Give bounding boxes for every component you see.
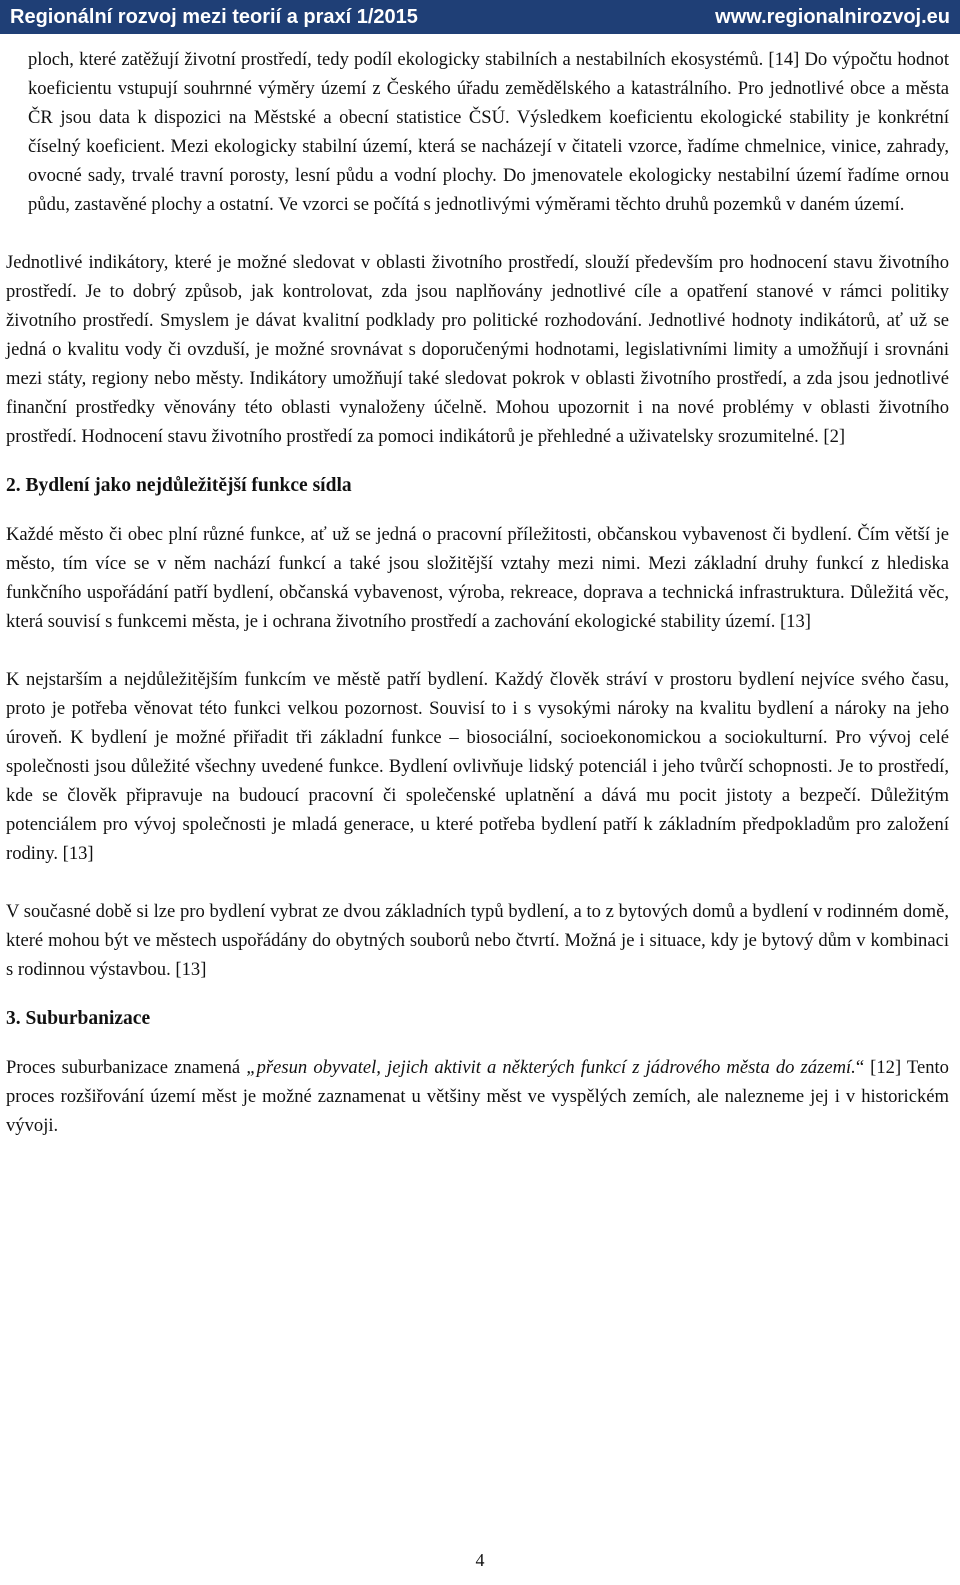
- page-number: 4: [475, 1550, 485, 1570]
- section-heading-housing: 2. Bydlení jako nejdůležitější funkce sídla: [6, 475, 352, 496]
- running-header: [0, 0, 960, 34]
- paragraph-housing-types: V současné době si lze pro bydlení vybrat ze dvou základních typů bydlení, a to z bytových domů a bydlení v rodinném domě, které mohou být ve městech uspořádány do obytných souborů nebo čtvrtí. Možná je i situace, kdy je bytový dům v kombinaci s rodinnou výstavbou. [13]: [6, 901, 949, 980]
- paragraph-gap: [6, 501, 949, 520]
- paragraph-gap: [6, 219, 949, 248]
- paragraph-gap: [6, 1034, 949, 1053]
- suburbanization-lead: Proces suburbanizace znamená: [6, 1057, 247, 1078]
- suburbanization-quote: „přesun obyvatel, jejich aktivit a některých funkcí z jádrového města do zázemí.: [246, 1057, 856, 1078]
- paragraph-gap: [6, 636, 949, 665]
- page-content: [6, 45, 949, 1140]
- paragraph-gap: [6, 868, 949, 897]
- paragraph-city-functions: Každé město či obec plní různé funkce, ať už se jedná o pracovní příležitosti, občanskou vybavenost či bydlení. Čím větší je město, tím více se v něm nachází funkcí a také jsou složitější vztahy mezi nimi. Mezi základní druhy funkcí z hlediska funkčního uspořádání patří bydlení, občanská vybavenost, výroba, rekreace, doprava a technická infrastruktura. Důležitá věc, která souvisí s funkcemi města, je i ochrana životního prostředí a zachování ekologické stability území. [13]: [6, 524, 949, 632]
- paragraph-suburbanization: [6, 1053, 949, 1140]
- suburbanization-tail: “ [12] Tento proces rozšiřování území měst je možné zaznamenat u většiny měst ve vyspělých zemích, ale nalezneme jej i v historickém vývoji.: [6, 1057, 949, 1136]
- paragraph-indicators: Jednotlivé indikátory, které je možné sledovat v oblasti životního prostředí, slouží především pro hodnocení stavu životního prostředí. Je to dobrý způsob, jak kontrolovat, zda jsou naplňovány jednotlivé cíle a opatření stanové v rámci politiky životního prostředí. Smyslem je dávat kvalitní podklady pro politické rozhodování. Jednotlivé hodnoty indikátorů, ať už se jedná o kvalitu vody či ovzduší, je možné srovnávat s doporučenými hodnotami, legislativními limity a umožňují i srovnáni mezi státy, regiony nebo městy. Indikátory umožňují také sledovat pokrok v oblasti životního prostředí, a zda jsou jednotlivé finanční prostředky věnovány této oblasti vynaloženy účelně. Mohou upozornit i na nové problémy v oblasti životního prostředí. Hodnocení stavu životního prostředí za pomoci indikátorů je přehledné a uživatelsky srozumitelné. [2]: [6, 252, 949, 447]
- paragraph-ecological-stability: ploch, které zatěžují životní prostředí, tedy podíl ekologicky stabilních a nestabilních ekosystémů. [14] Do výpočtu hodnot koeficientu vstupují souhrnné výměry území z Českého úřadu zemědělského a katastrálního. Pro jednotlivé obce a města ČR jsou data k dispozici na Městské a obecní statistice ČSÚ. Výsledkem koeficientu ekologické stability je konkrétní číselný koeficient. Mezi ekologicky stabilní území, která se nacházejí v čitateli vzorce, řadíme chmelnice, vinice, zahrady, ovocné sady, trvalé travní porosty, lesní půdu a vodní plochy. Do jmenovatele ekologicky nestabilní území řadíme ornou půdu, zastavěné plochy a ostatní. Ve vzorci se počítá s jednotlivými výměrami těchto druhů pozemků v daném území.: [28, 49, 949, 215]
- paragraph-gap: [6, 984, 949, 1003]
- journal-title: Regionální rozvoj mezi teorií a praxí 1/2015: [10, 6, 418, 28]
- paragraph-housing-function: K nejstarším a nejdůležitějším funkcím ve městě patří bydlení. Každý člověk stráví v prostoru bydlení nejvíce svého času, proto je potřeba věnovat této funkci velkou pozornost. Souvisí to i s vysokými nároky na kvalitu bydlení a nároky na jeho úroveň. K bydlení je možné přiřadit tři základní funkce – biosociální, socioekonomickou a sociokulturní. Pro vývoj celé společnosti jsou důležité všechny uvedené funkce. Bydlení ovlivňuje lidský potenciál i jeho tvůrčí schopnosti. Je to prostředí, kde se člověk připravuje na budoucí pracovní či společenské uplatnění a dává mu pocit jistoty a bezpečí. Důležitým potenciálem pro vývoj společnosti je mladá generace, u které potřeba bydlení patří k základním předpokladům pro založení rodiny. [13]: [6, 669, 949, 864]
- journal-url: www.regionalnirozvoj.eu: [715, 6, 950, 28]
- paragraph-gap: [6, 451, 949, 470]
- section-heading-suburbanization: 3. Suburbanizace: [6, 1008, 151, 1029]
